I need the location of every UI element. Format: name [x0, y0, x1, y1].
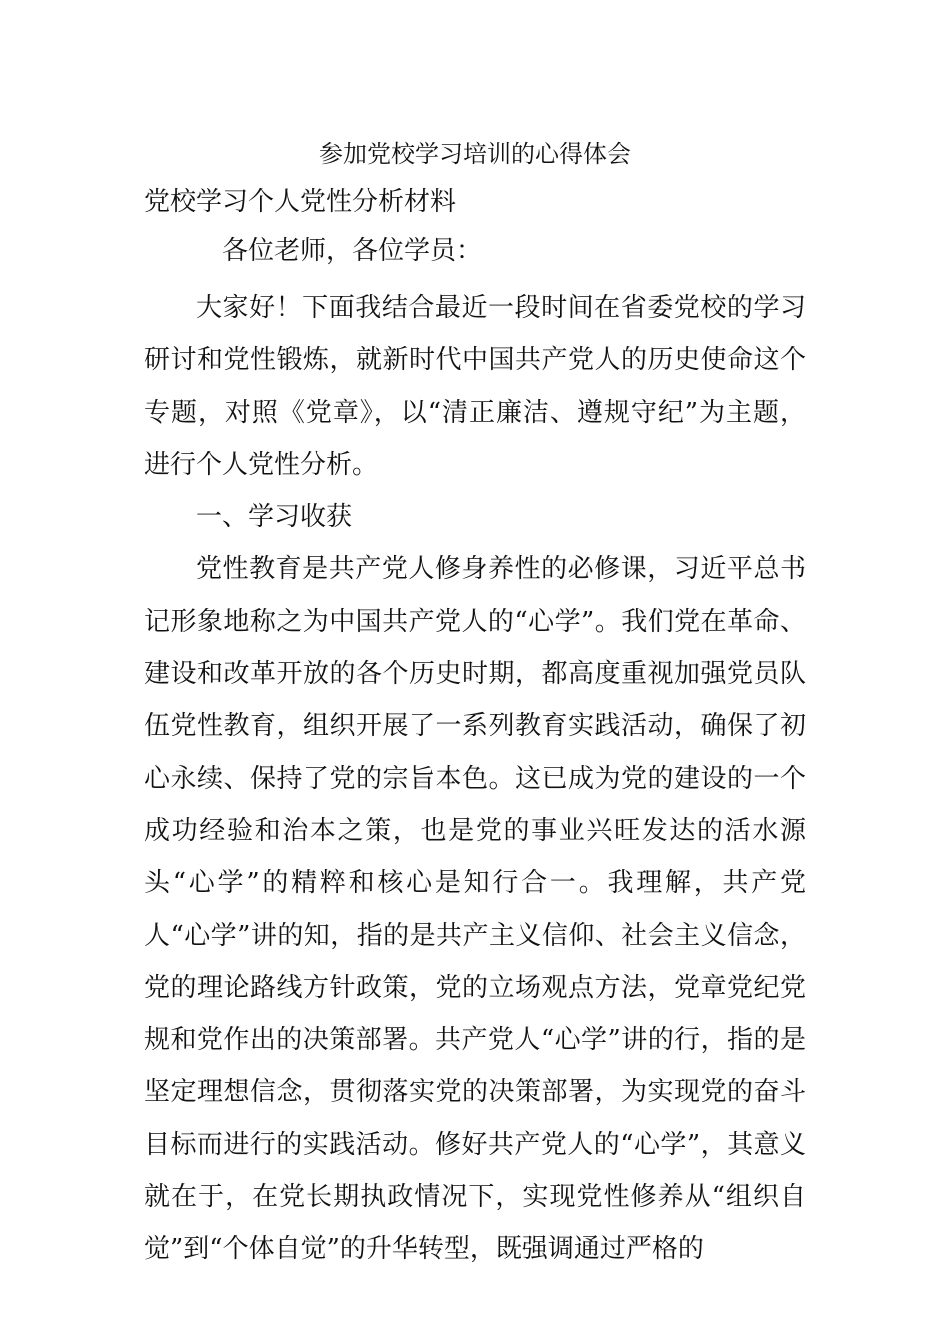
document-title: 参加党校学习培训的心得体会	[319, 140, 631, 168]
document-body	[144, 282, 806, 1276]
section-heading: 一、学习收获	[196, 502, 353, 533]
greeting: 各位老师，各位学员：	[222, 236, 483, 266]
paragraph-intro: 大家好！下面我结合最近一段时间在省委党校的学习研讨和党性锻炼，就新时代中国共产党人的历史使命这个专题，对照《党章》，以“清正廉洁、遵规守纪”为主题，进行个人党性分析。	[144, 293, 806, 480]
paragraph-body: 党性教育是共产党人修身养性的必修课，习近平总书记形象地称之为中国共产党人的“心学”。我们党在革命、建设和改革开放的各个历史时期，都高度重视加强党员队伍党性教育，组织开展了一系列教育实践活动，确保了初心永续、保持了党的宗旨本色。这已成为党的建设的一个成功经验和治本之策，也是党的事业兴旺发达的活水源头“心学”的精粹和核心是知行合一。我理解，共产党人“心学”讲的知，指的是共产主义信仰、社会主义信念，党的理论路线方针政策，党的立场观点方法，党章党纪党规和党作出的决策部署。共产党人“心学”讲的行，指的是坚定理想信念，贯彻落实党的决策部署，为实现党的奋斗目标而进行的实践活动。修好共产党人的“心学”，其意义就在于，在党长期执政情况下，实现党性修养从“组织自觉”到“个体自觉”的升华转型，既强调通过严格的	[144, 554, 806, 1265]
document-subtitle: 党校学习个人党性分析材料	[144, 187, 457, 217]
